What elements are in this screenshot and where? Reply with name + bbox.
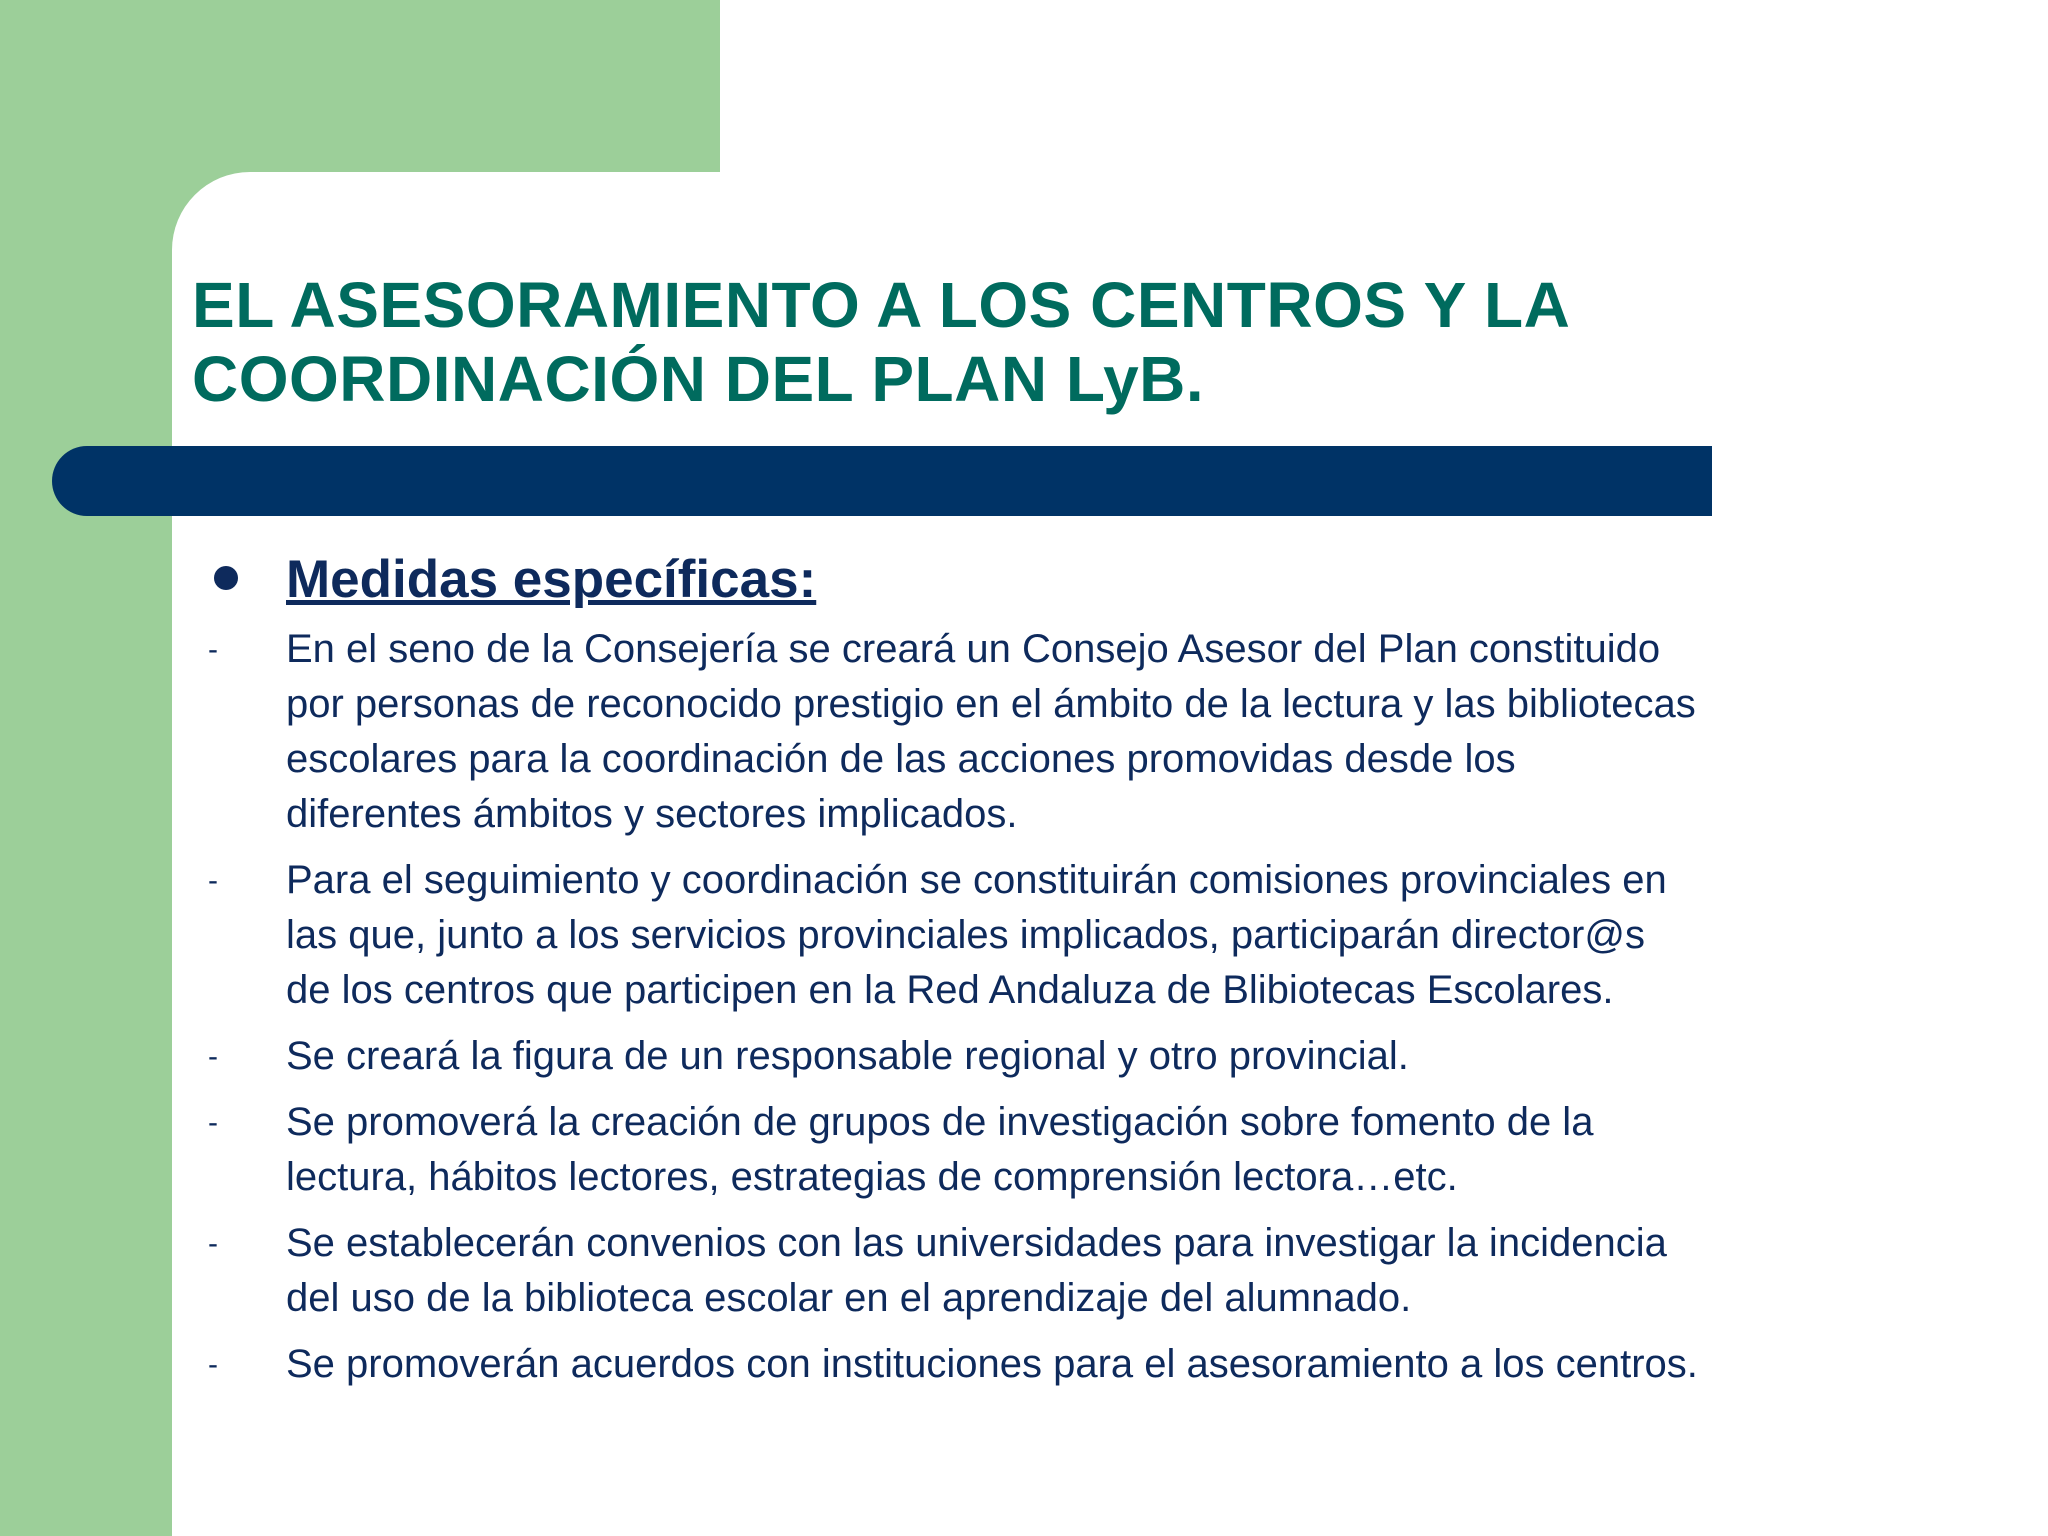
bullet-heading-row	[200, 548, 1920, 616]
slide-title-line: EL ASESORAMIENTO A LOS CENTROS Y LA	[192, 269, 1571, 341]
bullet-dot-icon	[214, 566, 238, 590]
measures-list	[200, 622, 1920, 1392]
list-item-text-line: diferentes ámbitos y sectores implicados.	[286, 792, 1018, 836]
dash-bullet-icon: -	[208, 864, 218, 897]
list-item	[200, 1216, 1920, 1326]
list-item-text-line: Para el seguimiento y coordinación se constituirán comisiones provinciales en	[286, 858, 1667, 902]
list-item-text-line: escolares para la coordinación de las acciones promovidas desde los	[286, 737, 1516, 781]
list-item-text-line: por personas de reconocido prestigio en el ámbito de la lectura y las bibliotecas	[286, 682, 1696, 726]
dash-bullet-icon: -	[208, 1106, 218, 1139]
list-item-text-line: del uso de la biblioteca escolar en el aprendizaje del alumnado.	[286, 1276, 1412, 1320]
list-item	[200, 853, 1920, 1018]
list-item-text-line: las que, junto a los servicios provinciales implicados, participarán director@s	[286, 913, 1645, 957]
list-item-text-line: Se creará la figura de un responsable regional y otro provincial.	[286, 1034, 1409, 1078]
dash-bullet-icon: -	[208, 633, 218, 666]
dash-bullet-icon: -	[208, 1227, 218, 1260]
slide-title-line: COORDINACIÓN DEL PLAN LyB.	[192, 343, 1205, 415]
title-divider-bar	[52, 446, 1712, 516]
dash-bullet-icon: -	[208, 1348, 218, 1381]
list-item	[200, 622, 1920, 842]
list-item-text-line: Se promoverán acuerdos con instituciones para el asesoramiento a los centros.	[286, 1342, 1698, 1386]
list-item	[200, 1095, 1920, 1205]
section-heading: Medidas específicas:	[286, 550, 817, 609]
list-item	[200, 1029, 1920, 1084]
list-item	[200, 1337, 1920, 1392]
slide-body	[200, 548, 1920, 1403]
list-item-text-line: de los centros que participen en la Red Andaluza de Blibiotecas Escolares.	[286, 968, 1614, 1012]
slide-title	[192, 268, 1832, 416]
dash-bullet-icon: -	[208, 1040, 218, 1073]
list-item-text-line: Se establecerán convenios con las universidades para investigar la incidencia	[286, 1221, 1667, 1265]
list-item-text-line: Se promoverá la creación de grupos de investigación sobre fomento de la	[286, 1100, 1594, 1144]
list-item-text-line: En el seno de la Consejería se creará un Consejo Asesor del Plan constituido	[286, 627, 1661, 671]
list-item-text-line: lectura, hábitos lectores, estrategias de comprensión lectora…etc.	[286, 1155, 1458, 1199]
